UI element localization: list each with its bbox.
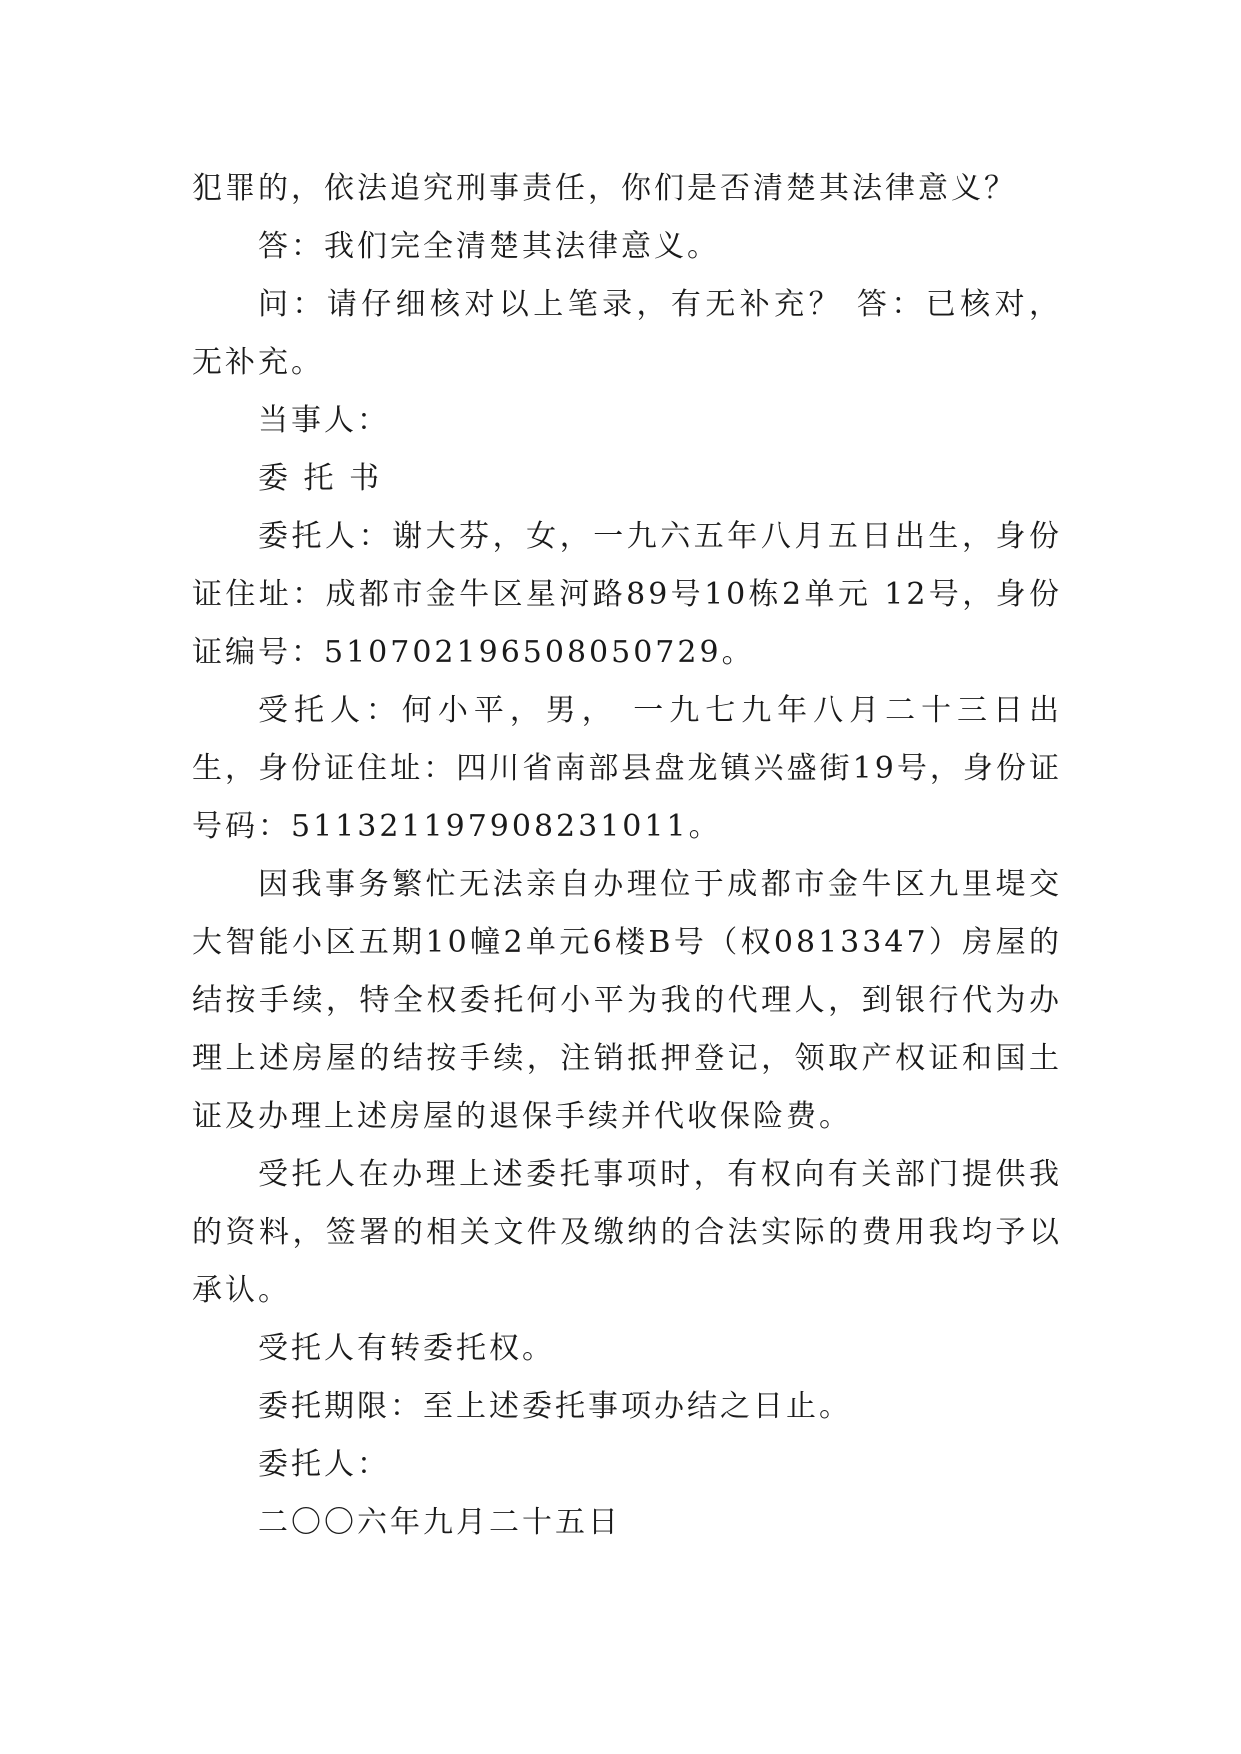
paragraph-term: 委托期限：至上述委托事项办结之日止。	[258, 1389, 852, 1424]
paragraph-verify-record: 问：请仔细核对以上笔录，有无补充？ 答：已核对，无补充。	[192, 287, 1062, 380]
paragraph-entrusted-matter: 因我事务繁忙无法亲自办理位于成都市金牛区九里堤交大智能小区五期10幢2单元6楼B号（权0813347）房屋的结按手续，特全权委托何小平为我的代理人，到银行代为办理上述房屋的结按手续，注销抵押登记，领取产权证和国土证及办理上述房屋的退保手续并代收保险费。	[192, 867, 1062, 1134]
paragraph-answer-understood: 答：我们完全清楚其法律意义。	[258, 229, 720, 264]
document-page	[192, 160, 1062, 1552]
paragraph-agent-authority: 受托人在办理上述委托事项时，有权向有关部门提供我的资料，签署的相关文件及缴纳的合法实际的费用我均予以承认。	[192, 1157, 1062, 1308]
paragraph-principal-signature: 委托人：	[258, 1447, 390, 1482]
paragraph-party-signature: 当事人：	[258, 403, 390, 438]
document-title: 委 托 书	[258, 461, 383, 496]
document-date: 二〇〇六年九月二十五日	[258, 1505, 621, 1540]
paragraph-agent: 受托人：何小平，男， 一九七九年八月二十三日出生，身份证住址：四川省南部县盘龙镇兴盛街19号，身份证号码：511321197908231011。	[192, 693, 1062, 844]
paragraph-subdelegation: 受托人有转委托权。	[258, 1331, 555, 1366]
paragraph-principal: 委托人：谢大芬，女，一九六五年八月五日出生，身份证住址：成都市金牛区星河路89号10栋2单元 12号，身份证编号：510702196508050729。	[192, 519, 1062, 670]
paragraph-criminal-liability: 犯罪的，依法追究刑事责任，你们是否清楚其法律意义？	[192, 171, 1017, 206]
